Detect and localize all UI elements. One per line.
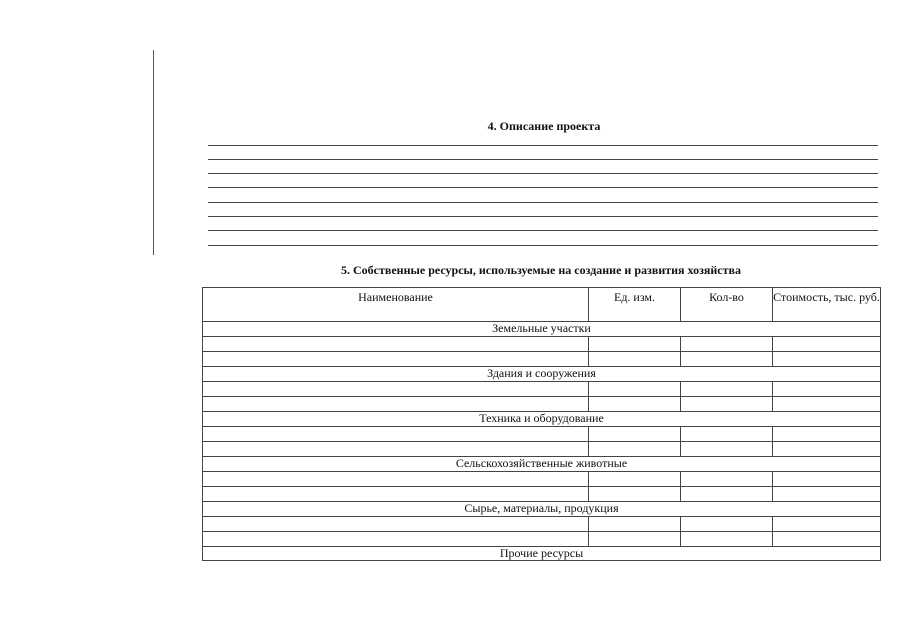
cell-cost[interactable] <box>773 382 881 397</box>
cell-name[interactable] <box>203 337 589 352</box>
write-line[interactable] <box>208 216 878 217</box>
header-unit: Ед. изм. <box>589 288 681 322</box>
group-row-animals <box>203 457 881 472</box>
cell-qty[interactable] <box>681 487 773 502</box>
section-4-title: 4. Описание проекта <box>487 119 601 133</box>
margin-rule <box>153 50 154 255</box>
cell-cost[interactable] <box>773 397 881 412</box>
cell-cost[interactable] <box>773 532 881 547</box>
write-line[interactable] <box>208 202 878 203</box>
header-cost: Стоимость, тыс. руб. <box>773 288 881 322</box>
cell-name[interactable] <box>203 427 589 442</box>
table-header-row <box>203 288 881 322</box>
group-row-equipment <box>203 412 881 427</box>
write-line[interactable] <box>208 245 878 246</box>
table-row <box>203 427 881 442</box>
group-label: Прочие ресурсы <box>203 547 881 561</box>
cell-qty[interactable] <box>681 532 773 547</box>
cell-unit[interactable] <box>589 517 681 532</box>
table-row <box>203 532 881 547</box>
cell-unit[interactable] <box>589 532 681 547</box>
table-row <box>203 517 881 532</box>
cell-unit[interactable] <box>589 487 681 502</box>
header-name: Наименование <box>203 288 589 322</box>
cell-qty[interactable] <box>681 427 773 442</box>
group-label: Здания и сооружения <box>203 367 881 382</box>
group-label: Техника и оборудование <box>203 412 881 427</box>
cell-unit[interactable] <box>589 427 681 442</box>
cell-cost[interactable] <box>773 472 881 487</box>
table-row <box>203 442 881 457</box>
cell-qty[interactable] <box>681 337 773 352</box>
cell-unit[interactable] <box>589 472 681 487</box>
cell-unit[interactable] <box>589 397 681 412</box>
cell-qty[interactable] <box>681 352 773 367</box>
cell-name[interactable] <box>203 472 589 487</box>
cell-qty[interactable] <box>681 472 773 487</box>
cell-cost[interactable] <box>773 427 881 442</box>
cell-name[interactable] <box>203 352 589 367</box>
group-row-materials <box>203 502 881 517</box>
write-line[interactable] <box>208 230 878 231</box>
cell-cost[interactable] <box>773 352 881 367</box>
cell-name[interactable] <box>203 517 589 532</box>
cell-unit[interactable] <box>589 337 681 352</box>
section-5-title: 5. Собственные ресурсы, используемые на создание и развития хозяйства <box>340 263 742 277</box>
cell-cost[interactable] <box>773 487 881 502</box>
cell-unit[interactable] <box>589 442 681 457</box>
cell-cost[interactable] <box>773 517 881 532</box>
cell-qty[interactable] <box>681 397 773 412</box>
cell-unit[interactable] <box>589 382 681 397</box>
cell-cost[interactable] <box>773 337 881 352</box>
group-row-buildings <box>203 367 881 382</box>
cell-name[interactable] <box>203 382 589 397</box>
table-row <box>203 472 881 487</box>
write-line[interactable] <box>208 145 878 146</box>
write-line[interactable] <box>208 187 878 188</box>
cell-name[interactable] <box>203 442 589 457</box>
cell-qty[interactable] <box>681 382 773 397</box>
cell-name[interactable] <box>203 532 589 547</box>
group-row-other <box>203 547 881 561</box>
cell-cost[interactable] <box>773 442 881 457</box>
cell-qty[interactable] <box>681 442 773 457</box>
cell-qty[interactable] <box>681 517 773 532</box>
group-label: Земельные участки <box>203 322 881 337</box>
write-line[interactable] <box>208 159 878 160</box>
cell-name[interactable] <box>203 487 589 502</box>
write-line[interactable] <box>208 173 878 174</box>
cell-unit[interactable] <box>589 352 681 367</box>
table-row <box>203 382 881 397</box>
table-row <box>203 352 881 367</box>
table-row <box>203 397 881 412</box>
table-row <box>203 337 881 352</box>
cell-name[interactable] <box>203 397 589 412</box>
table-row <box>203 487 881 502</box>
group-label: Сельскохозяйственные животные <box>203 457 881 472</box>
group-label: Сырье, материалы, продукция <box>203 502 881 517</box>
group-row-land <box>203 322 881 337</box>
resources-table <box>202 287 881 561</box>
header-qty: Кол-во <box>681 288 773 322</box>
